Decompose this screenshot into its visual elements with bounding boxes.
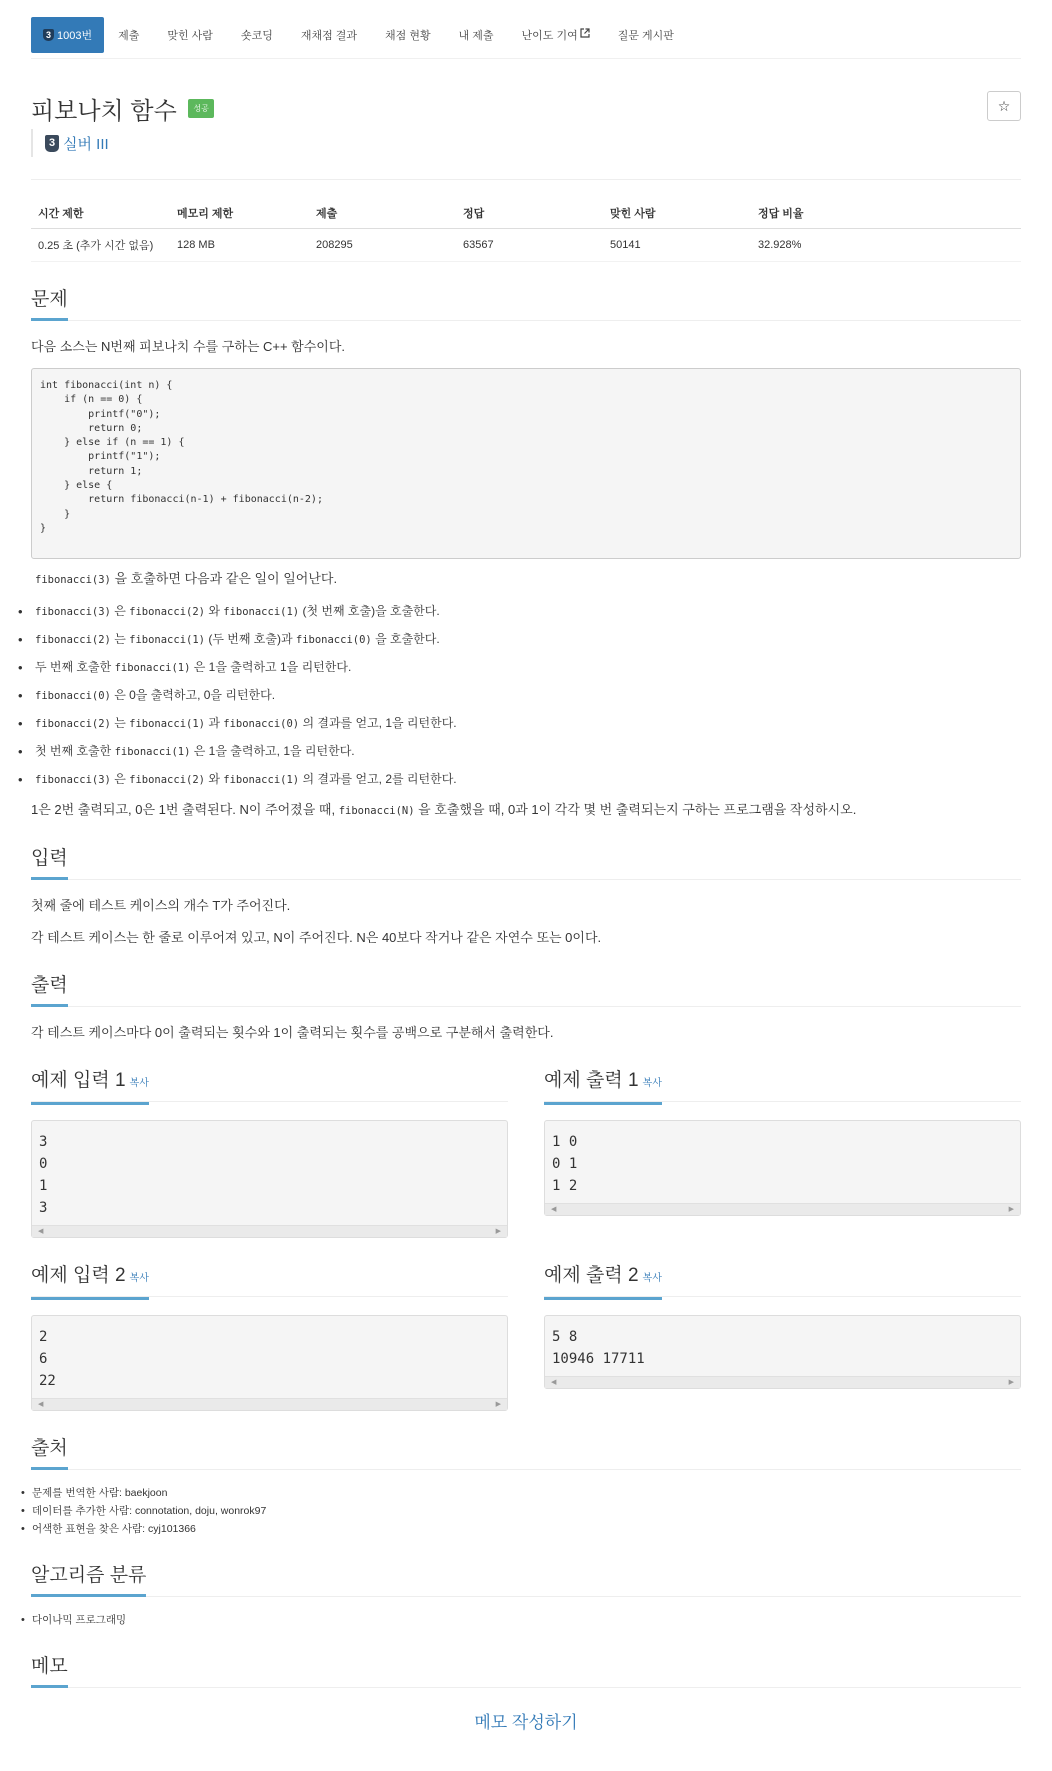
list-item — [31, 738, 1021, 766]
input-paragraph-1: 첫째 줄에 테스트 케이스의 개수 T가 주어진다. — [31, 898, 291, 913]
list-item — [31, 654, 1021, 682]
scroll-left-icon[interactable]: ◀ — [551, 1206, 557, 1213]
nav-rejudge-results[interactable]: 재채점 결과 — [300, 29, 358, 42]
step-text: 와 — [204, 604, 224, 618]
source-list — [31, 1484, 1021, 1538]
sample-input-2-head — [31, 1264, 508, 1297]
section-input — [31, 847, 1021, 880]
sample-text: 1 0 0 1 1 2 — [552, 1134, 578, 1194]
nav-solved-users[interactable]: 맞힌 사람 — [167, 29, 213, 42]
copy-button[interactable]: 복사 — [642, 1078, 662, 1089]
write-memo-link[interactable]: 메모 작성하기 — [474, 1713, 578, 1732]
section-output — [31, 974, 1021, 1007]
sample-heading: 예제 출력 1 — [544, 1070, 639, 1091]
inline-code: fibonacci(1) — [223, 606, 300, 618]
cell-submissions: 208295 — [309, 229, 456, 262]
horizontal-scrollbar[interactable] — [32, 1225, 507, 1237]
tier-label[interactable]: 실버 III — [63, 135, 109, 153]
scroll-right-icon[interactable]: ▶ — [1008, 1379, 1014, 1386]
step-text: 은 — [110, 772, 130, 786]
sample-box — [31, 1315, 508, 1411]
list-item — [31, 598, 1021, 626]
list-item — [31, 766, 1021, 794]
horizontal-scrollbar[interactable] — [545, 1376, 1020, 1388]
inline-code: fibonacci(1) — [114, 662, 191, 674]
step-text: 의 결과를 얻고, 2를 리턴한다. — [299, 772, 457, 786]
sample-input-1 — [31, 1043, 508, 1238]
code-block: int fibonacci(int n) { if (n == 0) { printf("0"); return 0; } else if (n == 1) { printf("1"); return 1; } else { return fibonacci(n‐1) + fibonacci(n‐2); } } — [31, 368, 1021, 559]
user-link[interactable]: baekjoon — [124, 1487, 168, 1499]
inline-code: fibonacci(0) — [223, 718, 300, 730]
step-text: 와 — [204, 772, 224, 786]
inline-code: fibonacci(1) — [129, 634, 205, 646]
tier-badge-icon: 3 — [43, 29, 54, 41]
sample-output-2-head — [544, 1264, 1021, 1297]
scroll-left-icon[interactable]: ◀ — [38, 1228, 44, 1235]
header-solved-users: 맞힌 사람 — [603, 198, 751, 229]
sample-heading: 예제 입력 2 — [31, 1265, 126, 1286]
cell-correct: 63567 — [456, 229, 603, 262]
section-heading: 문제 — [31, 288, 68, 321]
table-header-row — [31, 198, 1021, 229]
samples-row-1 — [31, 1043, 1021, 1238]
sample-output-2 — [544, 1238, 1021, 1411]
step-text: (두 번째 호출)과 — [204, 632, 296, 646]
inline-code: fibonacci(2) — [35, 634, 111, 646]
step-text: 은 0을 출력하고, 0을 리턴한다. — [110, 688, 276, 702]
nav-question-board[interactable]: 질문 게시판 — [617, 29, 674, 42]
closing-text-a: 1은 2번 출력되고, 0은 1번 출력된다. N이 주어졌을 때, — [31, 802, 339, 817]
nav-difficulty-contribution[interactable] — [508, 17, 604, 53]
favorite-star-button[interactable]: ☆ — [987, 91, 1021, 121]
problem-intro: 다음 소스는 N번째 피보나치 수를 구하는 C++ 함수이다. — [31, 339, 346, 354]
inline-code: fibonacci(0) — [295, 634, 372, 646]
sample-output-1 — [544, 1043, 1021, 1238]
nav-submit[interactable]: 제출 — [118, 29, 140, 42]
nav-my-submissions[interactable]: 내 제출 — [458, 29, 494, 42]
sample-text: 3 0 1 3 — [39, 1134, 48, 1216]
scroll-right-icon[interactable]: ▶ — [495, 1401, 501, 1408]
inline-code: fibonacci(2) — [35, 718, 111, 730]
sample-box — [31, 1120, 508, 1238]
scroll-left-icon[interactable]: ◀ — [38, 1401, 44, 1408]
copy-button[interactable]: 복사 — [129, 1078, 149, 1089]
inline-code: fibonacci(2) — [129, 606, 205, 618]
section-heading — [544, 1264, 662, 1300]
scroll-right-icon[interactable]: ▶ — [1008, 1206, 1014, 1213]
sample-heading: 예제 출력 2 — [544, 1265, 639, 1286]
source-label: 문제를 번역한 사람: — [32, 1487, 125, 1499]
step-text: 는 — [110, 716, 130, 730]
inline-code: fibonacci(1) — [129, 718, 205, 730]
step-text: 과 — [204, 716, 224, 730]
external-link-icon — [580, 28, 590, 41]
table-row — [31, 229, 1021, 262]
sample-input-1-head — [31, 1069, 508, 1102]
horizontal-scrollbar[interactable] — [545, 1203, 1020, 1215]
inline-code: fibonacci(2) — [129, 774, 205, 786]
step-text: (첫 번째 호출)을 호출한다. — [299, 604, 440, 618]
problem-closing — [31, 800, 1021, 821]
sample-box — [544, 1120, 1021, 1216]
section-heading: 출력 — [31, 974, 68, 1007]
call-steps-list — [31, 598, 1021, 794]
section-heading — [31, 1264, 149, 1300]
output-paragraph: 각 테스트 케이스마다 0이 출력되는 횟수와 1이 출력되는 횟수를 공백으로 구분해서 출력한다. — [31, 1025, 554, 1040]
scroll-left-icon[interactable]: ◀ — [551, 1379, 557, 1386]
list-item — [31, 1484, 1021, 1502]
section-heading: 메모 — [31, 1655, 68, 1688]
sample-box — [544, 1315, 1021, 1389]
cell-solved-users: 50141 — [603, 229, 751, 262]
sample-text: 2 6 22 — [39, 1329, 56, 1389]
tier-badge-icon: 3 — [45, 135, 59, 152]
inline-code: fibonacci(3) — [35, 574, 111, 586]
inline-code: fibonacci(1) — [114, 746, 191, 758]
section-source — [31, 1437, 1021, 1470]
nav-label: 1003번 — [57, 29, 93, 42]
scroll-right-icon[interactable]: ▶ — [495, 1228, 501, 1235]
nav-short-coding[interactable]: 숏코딩 — [240, 29, 273, 42]
step-text: 는 — [110, 632, 130, 646]
user-link[interactable]: connotation, doju, wonrok97 — [134, 1505, 267, 1517]
samples-row-2 — [31, 1238, 1021, 1411]
copy-button[interactable]: 복사 — [642, 1273, 662, 1284]
copy-button[interactable]: 복사 — [129, 1273, 149, 1284]
sample-input-2 — [31, 1238, 508, 1411]
algorithm-list — [31, 1611, 1021, 1629]
call-description — [31, 569, 1021, 590]
step-text: 의 결과를 얻고, 1을 리턴한다. — [299, 716, 457, 730]
inline-code: fibonacci(3) — [35, 606, 111, 618]
header-memory-limit: 메모리 제한 — [170, 198, 309, 229]
sample-output-1-head — [544, 1069, 1021, 1102]
problem-nav — [31, 11, 1021, 59]
step-text: 은 1을 출력하고, 1을 리턴한다. — [190, 744, 355, 758]
closing-text-b: 을 호출했을 때, 0과 1이 각각 몇 번 출력되는지 구하는 프로그램을 작성하시오. — [414, 802, 857, 817]
list-item — [31, 710, 1021, 738]
list-item — [31, 682, 1021, 710]
step-text: 두 번째 호출한 — [35, 660, 115, 674]
nav-label: 난이도 기여 — [521, 29, 578, 42]
inline-code: fibonacci(3) — [35, 774, 111, 786]
cell-time-limit: 0.25 초 (추가 시간 없음) — [31, 229, 170, 262]
section-heading: 알고리즘 분류 — [31, 1564, 146, 1597]
step-text: 을 호출한다. — [371, 632, 440, 646]
nav-problem-number[interactable] — [31, 17, 104, 53]
algorithm-tag[interactable]: • 다이나믹 프로그래밍 — [31, 1611, 1021, 1629]
header-time-limit: 시간 제한 — [31, 198, 170, 229]
list-item — [31, 1520, 1021, 1538]
section-algorithm — [31, 1564, 1021, 1597]
user-link[interactable]: cyj101366 — [148, 1523, 196, 1535]
section-problem — [31, 288, 1021, 321]
header-correct-ratio: 정답 비율 — [751, 198, 1021, 229]
section-heading — [31, 1069, 149, 1105]
section-heading: 출처 — [31, 1437, 68, 1470]
problem-title: 피보나치 함수 — [31, 98, 177, 125]
step-text: 은 — [110, 604, 130, 618]
cell-memory-limit: 128 MB — [170, 229, 309, 262]
list-item — [31, 626, 1021, 654]
input-paragraph-2: 각 테스트 케이스는 한 줄로 이루어져 있고, N이 주어진다. N은 40보다 작거나 같은 자연수 또는 0이다. — [31, 930, 602, 945]
cell-correct-ratio: 32.928% — [751, 229, 1021, 262]
tier-row — [31, 129, 1021, 157]
source-label: 어색한 표현을 찾은 사람: — [32, 1523, 149, 1535]
divider — [31, 179, 1021, 180]
problem-page — [0, 11, 1052, 1771]
inline-code: fibonacci(0) — [35, 690, 111, 702]
inline-code: fibonacci(N) — [338, 805, 415, 817]
header-submissions: 제출 — [309, 198, 456, 229]
nav-judge-status[interactable]: 채점 현황 — [385, 29, 431, 42]
inline-code: fibonacci(1) — [223, 774, 300, 786]
sample-text: 5 8 10946 17711 — [552, 1329, 645, 1367]
problem-info-table — [31, 198, 1021, 262]
step-text: 첫 번째 호출한 — [35, 744, 115, 758]
horizontal-scrollbar[interactable] — [32, 1398, 507, 1410]
section-heading — [544, 1069, 662, 1105]
header-correct: 정답 — [456, 198, 603, 229]
sample-heading: 예제 입력 1 — [31, 1070, 126, 1091]
list-item — [31, 1502, 1021, 1520]
source-label: 데이터를 추가한 사람: — [32, 1505, 135, 1517]
step-text: 은 1을 출력하고 1을 리턴한다. — [190, 660, 352, 674]
call-text: 을 호출하면 다음과 같은 일이 일어난다. — [110, 571, 338, 586]
section-memo — [31, 1655, 1021, 1688]
section-heading: 입력 — [31, 847, 68, 880]
status-badge: 성공 — [188, 99, 213, 118]
title-row — [31, 91, 1021, 127]
